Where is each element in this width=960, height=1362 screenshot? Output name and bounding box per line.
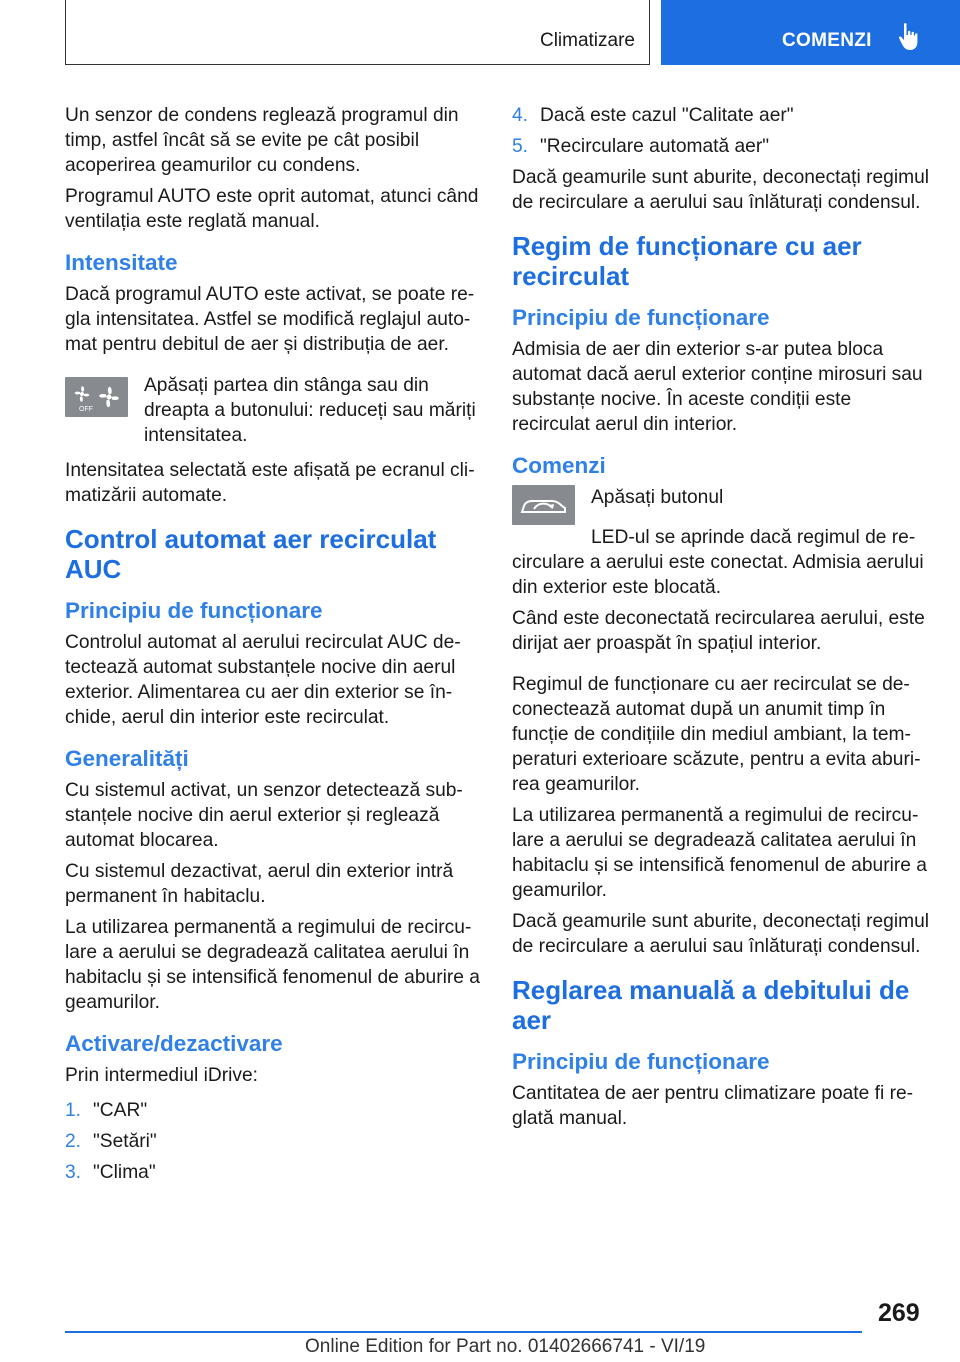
recirculation-instruction-text: Apăsați butonul bbox=[591, 487, 724, 508]
list-text: Dacă este cazul "Calitate aer" bbox=[540, 105, 794, 126]
list-item bbox=[65, 1160, 483, 1185]
paragraph: Cantitatea de aer pentru climatizare poate fi reglată manual. bbox=[512, 1083, 914, 1129]
heading-generalitati: Generalități bbox=[65, 746, 189, 771]
active-tab-label: COMENZI bbox=[782, 30, 872, 51]
left-column bbox=[65, 103, 483, 1191]
list-number: 5. bbox=[512, 136, 529, 157]
fan-icon bbox=[65, 377, 128, 417]
heading-regim: Regim de funcționare cu aer recirculat bbox=[512, 231, 862, 291]
steps-list bbox=[65, 1098, 483, 1185]
list-item bbox=[65, 1098, 483, 1123]
section-tab-label: Climatizare bbox=[539, 30, 635, 51]
section-tab bbox=[65, 0, 650, 65]
paragraph: Prin intermediul iDrive: bbox=[65, 1065, 258, 1086]
list-text: "Recirculare automată aer" bbox=[540, 136, 770, 157]
list-text: "Clima" bbox=[93, 1162, 156, 1183]
footer-divider bbox=[65, 1331, 862, 1333]
heading-principiu: Principiu de funcționare bbox=[65, 598, 323, 623]
right-column bbox=[512, 103, 932, 1137]
paragraph: Când este deconectată recircularea aerului, este dirijat aer proaspăt în spațiul interior. bbox=[512, 608, 925, 654]
list-item bbox=[65, 1129, 483, 1154]
list-text: "Setări" bbox=[93, 1131, 157, 1152]
recirculation-button-image bbox=[512, 485, 575, 525]
page-number: 269 bbox=[878, 1299, 920, 1327]
paragraph bbox=[512, 525, 932, 600]
paragraph: Dacă geamurile sunt aburite, deconectați regimul de recirculare a aerului sau înlăturați condensul. bbox=[512, 911, 930, 957]
paragraph: Regimul de funcționare cu aer recirculat se deconectează automat după un anumit timp în funcție de condițiile din mediul ambiant, la temperaturi exterioare scăzute, pentru a evita aburirea geamurilor. bbox=[512, 674, 921, 795]
heading-reglarea: Reglarea manuală a debitului de aer bbox=[512, 975, 910, 1035]
paragraph: Programul AUTO este oprit automat, atunci când ventilația este reglată manual. bbox=[65, 186, 479, 232]
paragraph-text: LED-ul se aprinde dacă regimul de recirculare a aerului este conectat. Admisia aerului din exterior este blocată. bbox=[512, 527, 924, 598]
recirculation-button-instruction bbox=[512, 485, 932, 525]
heading-auc: Control automat aer recirculat AUC bbox=[65, 524, 437, 584]
fan-speed-button-image bbox=[65, 377, 128, 417]
paragraph: Intensitatea selectată este afișată pe ecranul climatizării automate. bbox=[65, 460, 475, 506]
active-tab-comenzi bbox=[661, 0, 960, 65]
hand-pointer-icon bbox=[897, 22, 921, 52]
heading-comenzi: Comenzi bbox=[512, 453, 606, 478]
heading-intensitate: Intensitate bbox=[65, 250, 178, 275]
paragraph: Admisia de aer din exterior s-ar putea bloca automat dacă aerul exterior conține mirosuri sau substanțe nocive. În aceste condiții este recirculat aerul din interior. bbox=[512, 339, 923, 435]
list-text: "CAR" bbox=[93, 1100, 148, 1121]
paragraph: Cu sistemul dezactivat, aerul din exterior intră permanent în habitaclu. bbox=[65, 861, 454, 907]
fan-button-instruction bbox=[65, 373, 483, 448]
heading-principiu: Principiu de funcționare bbox=[512, 305, 770, 330]
list-item bbox=[512, 103, 932, 128]
fan-off-label: OFF bbox=[79, 406, 93, 413]
fan-instruction-text: Apăsați partea din stânga sau din dreapta a butonului: reduceți sau măriți intensitatea. bbox=[144, 375, 476, 446]
footer-edition: Online Edition for Part no. 01402666741 - VI/19 bbox=[305, 1336, 706, 1357]
paragraph: Dacă geamurile sunt aburite, deconectați regimul de recirculare a aerului sau înlăturați condensul. bbox=[512, 167, 930, 213]
list-number: 1. bbox=[65, 1100, 82, 1121]
list-item bbox=[512, 134, 932, 159]
list-number: 2. bbox=[65, 1131, 82, 1152]
paragraph: Controlul automat al aerului recirculat AUC detectează automat substanțele nocive din aerul exterior. Alimentarea cu aer din exterior se închide, aerul din interior este recirculat. bbox=[65, 632, 461, 728]
paragraph: Cu sistemul activat, un senzor detectează substanțele nocive din aerul exterior și reglează automat blocarea. bbox=[65, 780, 463, 851]
paragraph: Dacă programul AUTO este activat, se poate regla intensitatea. Astfel se modifică reglajul automat pentru debitul de aer și distribuția de aer. bbox=[65, 284, 475, 355]
list-number: 4. bbox=[512, 105, 529, 126]
paragraph: La utilizarea permanentă a regimului de recirculare a aerului se degradează calitatea aerului în habitaclu și se intensifică fenomenul de aburire a geamurilor. bbox=[512, 805, 927, 901]
heading-activare: Activare/dezactivare bbox=[65, 1031, 283, 1056]
paragraph: La utilizarea permanentă a regimului de recirculare a aerului se degradează calitatea aerului în habitaclu și se intensifică fenomenul de aburire a geamurilor. bbox=[65, 917, 480, 1013]
recirculation-car-icon bbox=[512, 485, 575, 525]
heading-principiu: Principiu de funcționare bbox=[512, 1049, 770, 1074]
paragraph: Un senzor de condens reglează programul din timp, astfel încât să se evite pe cât posibil acoperirea geamurilor cu condens. bbox=[65, 105, 459, 176]
list-number: 3. bbox=[65, 1162, 82, 1183]
